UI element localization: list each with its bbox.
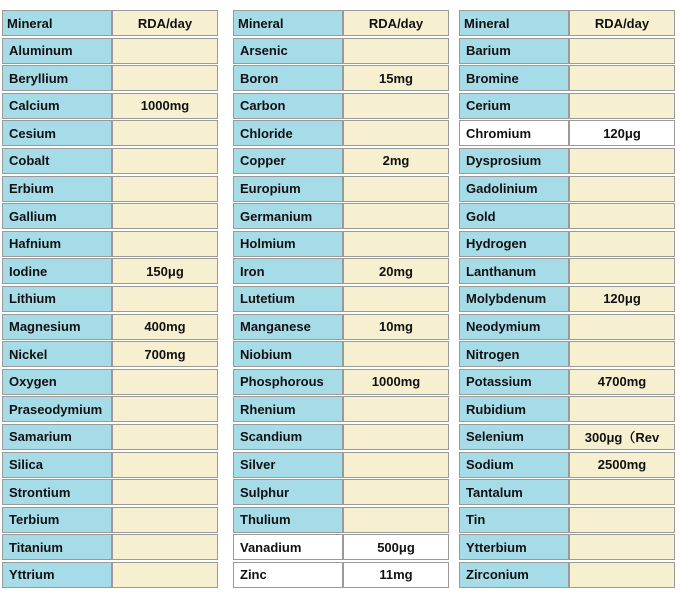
table-row [2, 93, 218, 119]
table-row [459, 148, 675, 174]
rda-value [343, 176, 449, 202]
header-rda: RDA/day [112, 10, 218, 36]
rda-value [569, 341, 675, 367]
rda-value [569, 38, 675, 64]
mineral-name: Silver [233, 452, 343, 478]
table-row [2, 65, 218, 91]
mineral-name: Rhenium [233, 396, 343, 422]
mineral-name: Zinc [233, 562, 343, 588]
rda-value [343, 120, 449, 146]
rda-value [569, 314, 675, 340]
mineral-name: Nickel [2, 341, 112, 367]
mineral-name: Barium [459, 38, 569, 64]
rda-value [112, 396, 218, 422]
table-row [459, 341, 675, 367]
mineral-name: Sodium [459, 452, 569, 478]
table-row [2, 203, 218, 229]
rda-value [112, 120, 218, 146]
table-row [233, 286, 449, 312]
mineral-name: Arsenic [233, 38, 343, 64]
rda-value [112, 65, 218, 91]
table-row [2, 258, 218, 284]
rda-value [343, 203, 449, 229]
table-row [2, 396, 218, 422]
rda-value [112, 369, 218, 395]
table-row [2, 369, 218, 395]
mineral-name: Lanthanum [459, 258, 569, 284]
table-row [459, 369, 675, 395]
table-row [233, 120, 449, 146]
rda-value [569, 507, 675, 533]
mineral-name: Boron [233, 65, 343, 91]
rda-value [343, 231, 449, 257]
table-row [233, 314, 449, 340]
table-row [233, 38, 449, 64]
mineral-name: Gallium [2, 203, 112, 229]
table-row [2, 231, 218, 257]
rda-value: 300μg（Rev [569, 424, 675, 450]
table-row [459, 286, 675, 312]
table-row [459, 231, 675, 257]
rda-value: 11mg [343, 562, 449, 588]
rda-value [343, 452, 449, 478]
rda-value: 120μg [569, 286, 675, 312]
mineral-name: Phosphorous [233, 369, 343, 395]
rda-value [343, 93, 449, 119]
table-row [233, 258, 449, 284]
rda-value: 500μg [343, 534, 449, 560]
table-row [459, 120, 675, 146]
mineral-name: Samarium [2, 424, 112, 450]
mineral-name: Neodymium [459, 314, 569, 340]
rda-value [569, 534, 675, 560]
table-row [459, 534, 675, 560]
table-row [233, 534, 449, 560]
mineral-name: Potassium [459, 369, 569, 395]
table-row [2, 562, 218, 588]
table-row [459, 507, 675, 533]
table-row [2, 341, 218, 367]
rda-value [112, 148, 218, 174]
mineral-name: Niobium [233, 341, 343, 367]
mineral-name: Bromine [459, 65, 569, 91]
rda-value: 10mg [343, 314, 449, 340]
mineral-name: Cesium [2, 120, 112, 146]
rda-value [112, 176, 218, 202]
rda-value: 2500mg [569, 452, 675, 478]
table-row [233, 479, 449, 505]
rda-value: 1000mg [112, 93, 218, 119]
rda-value [569, 258, 675, 284]
mineral-name: Tantalum [459, 479, 569, 505]
table-row [233, 562, 449, 588]
table-row [459, 258, 675, 284]
mineral-name: Beryllium [2, 65, 112, 91]
rda-value [569, 65, 675, 91]
table-row [459, 65, 675, 91]
rda-value [569, 203, 675, 229]
table-row [459, 176, 675, 202]
rda-value: 150μg [112, 258, 218, 284]
mineral-name: Germanium [233, 203, 343, 229]
rda-value [569, 231, 675, 257]
table-row [233, 396, 449, 422]
rda-value [569, 562, 675, 588]
table-row [459, 479, 675, 505]
mineral-name: Thulium [233, 507, 343, 533]
rda-value [112, 507, 218, 533]
rda-value [112, 424, 218, 450]
mineral-name: Ytterbium [459, 534, 569, 560]
mineral-name: Erbium [2, 176, 112, 202]
rda-value [112, 286, 218, 312]
rda-value: 700mg [112, 341, 218, 367]
rda-value: 2mg [343, 148, 449, 174]
rda-value [569, 176, 675, 202]
table-row [233, 231, 449, 257]
mineral-name: Carbon [233, 93, 343, 119]
table-row [459, 452, 675, 478]
rda-value [112, 38, 218, 64]
table-row [459, 38, 675, 64]
header-mineral: Mineral [2, 10, 112, 36]
rda-value: 20mg [343, 258, 449, 284]
table-row [2, 479, 218, 505]
rda-value: 400mg [112, 314, 218, 340]
mineral-name: Sulphur [233, 479, 343, 505]
table-row [233, 176, 449, 202]
table-row [459, 203, 675, 229]
table-row [2, 424, 218, 450]
mineral-name: Copper [233, 148, 343, 174]
rda-value [112, 479, 218, 505]
mineral-name: Titanium [2, 534, 112, 560]
mineral-name: Chromium [459, 120, 569, 146]
table-header-row [233, 10, 449, 36]
header-mineral: Mineral [233, 10, 343, 36]
mineral-name: Terbium [2, 507, 112, 533]
rda-value: 120μg [569, 120, 675, 146]
rda-value [343, 38, 449, 64]
mineral-name: Molybdenum [459, 286, 569, 312]
table-row [2, 314, 218, 340]
rda-value [343, 396, 449, 422]
mineral-name: Oxygen [2, 369, 112, 395]
rda-value [343, 341, 449, 367]
mineral-name: Silica [2, 452, 112, 478]
mineral-name: Tin [459, 507, 569, 533]
rda-value: 1000mg [343, 369, 449, 395]
header-rda: RDA/day [569, 10, 675, 36]
table-row [2, 120, 218, 146]
rda-value [569, 396, 675, 422]
mineral-name: Selenium [459, 424, 569, 450]
mineral-name: Praseodymium [2, 396, 112, 422]
mineral-name: Vanadium [233, 534, 343, 560]
mineral-name: Hafnium [2, 231, 112, 257]
table-header-row [459, 10, 675, 36]
table-row [2, 148, 218, 174]
mineral-name: Zirconium [459, 562, 569, 588]
mineral-name: Iodine [2, 258, 112, 284]
mineral-name: Dysprosium [459, 148, 569, 174]
mineral-name: Aluminum [2, 38, 112, 64]
mineral-table-2 [233, 10, 449, 589]
mineral-name: Nitrogen [459, 341, 569, 367]
mineral-name: Iron [233, 258, 343, 284]
header-mineral: Mineral [459, 10, 569, 36]
mineral-name: Rubidium [459, 396, 569, 422]
table-row [233, 424, 449, 450]
rda-value [112, 534, 218, 560]
mineral-table-3 [459, 10, 675, 589]
table-header-row [2, 10, 218, 36]
mineral-name: Magnesium [2, 314, 112, 340]
mineral-name: Cobalt [2, 148, 112, 174]
rda-value [112, 203, 218, 229]
table-row [2, 176, 218, 202]
table-row [233, 93, 449, 119]
mineral-name: Hydrogen [459, 231, 569, 257]
table-row [459, 562, 675, 588]
rda-value: 15mg [343, 65, 449, 91]
rda-value [569, 93, 675, 119]
mineral-name: Europium [233, 176, 343, 202]
table-row [459, 314, 675, 340]
mineral-name: Scandium [233, 424, 343, 450]
mineral-name: Gadolinium [459, 176, 569, 202]
table-row [2, 38, 218, 64]
rda-value [343, 479, 449, 505]
table-row [233, 203, 449, 229]
table-row [459, 396, 675, 422]
table-row [233, 507, 449, 533]
mineral-name: Chloride [233, 120, 343, 146]
table-row [2, 452, 218, 478]
mineral-name: Cerium [459, 93, 569, 119]
mineral-name: Strontium [2, 479, 112, 505]
table-row [2, 534, 218, 560]
mineral-name: Manganese [233, 314, 343, 340]
mineral-name: Calcium [2, 93, 112, 119]
mineral-name: Gold [459, 203, 569, 229]
rda-value [112, 452, 218, 478]
rda-value [112, 231, 218, 257]
table-row [233, 148, 449, 174]
table-row [2, 507, 218, 533]
table-row [2, 286, 218, 312]
mineral-name: Lutetium [233, 286, 343, 312]
mineral-table-1 [2, 10, 218, 589]
rda-value: 4700mg [569, 369, 675, 395]
rda-value [569, 148, 675, 174]
mineral-name: Lithium [2, 286, 112, 312]
rda-value [112, 562, 218, 588]
rda-value [343, 507, 449, 533]
mineral-name: Holmium [233, 231, 343, 257]
mineral-name: Yttrium [2, 562, 112, 588]
table-row [233, 452, 449, 478]
rda-value [343, 424, 449, 450]
table-row [459, 424, 675, 450]
header-rda: RDA/day [343, 10, 449, 36]
rda-value [569, 479, 675, 505]
table-row [233, 341, 449, 367]
rda-value [343, 286, 449, 312]
table-row [233, 369, 449, 395]
table-row [459, 93, 675, 119]
table-row [233, 65, 449, 91]
